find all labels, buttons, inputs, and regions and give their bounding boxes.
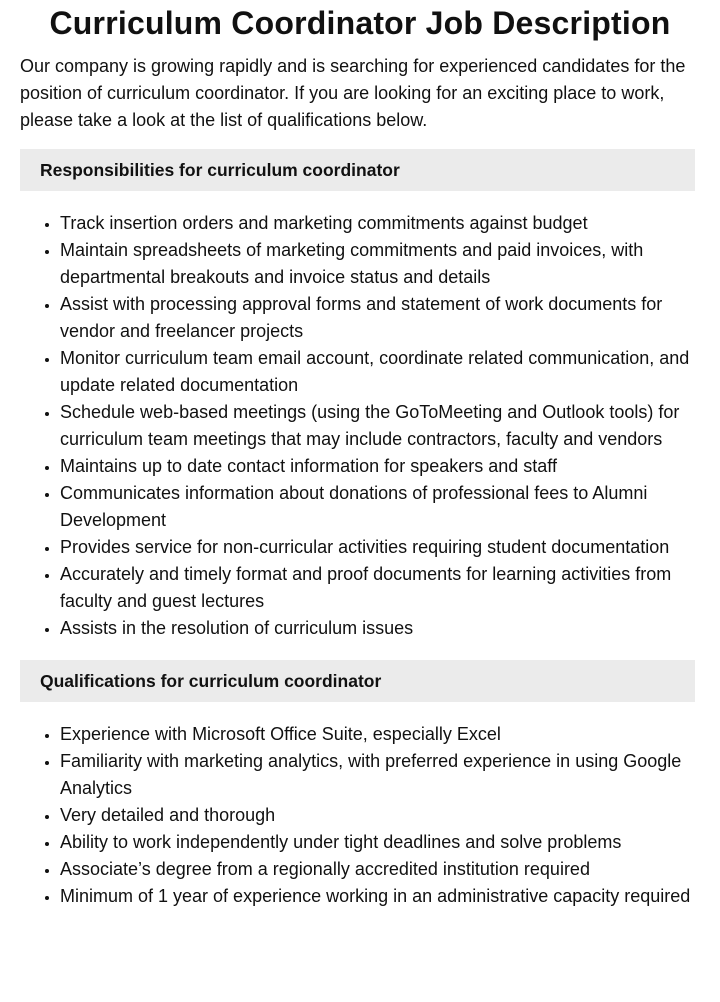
qualifications-heading: Qualifications for curriculum coordinator (20, 660, 695, 702)
responsibilities-list (0, 210, 700, 642)
intro-paragraph: Our company is growing rapidly and is searching for experienced candidates for the position of curriculum coordinator. If you are looking for an exciting place to work, please take a look at the list of qualifications below. (20, 56, 686, 130)
list-item: • Very detailed and thorough (60, 802, 700, 829)
list-item: • Familiarity with marketing analytics, with preferred experience in using Google Analytics (60, 748, 700, 802)
list-item: • Ability to work independently under tight deadlines and solve problems (60, 829, 700, 856)
list-item: • Provides service for non-curricular activities requiring student documentation (60, 534, 700, 561)
list-item: • Experience with Microsoft Office Suite, especially Excel (60, 721, 700, 748)
list-item: • Track insertion orders and marketing commitments against budget (60, 210, 700, 237)
list-item: • Assist with processing approval forms and statement of work documents for vendor and freelancer projects (60, 291, 700, 345)
list-item: • Associate’s degree from a regionally accredited institution required (60, 856, 700, 883)
list-item: • Monitor curriculum team email account, coordinate related communication, and update related documentation (60, 345, 700, 399)
list-item: • Communicates information about donations of professional fees to Alumni Development (60, 480, 700, 534)
list-item: • Maintains up to date contact information for speakers and staff (60, 453, 700, 480)
responsibilities-heading: Responsibilities for curriculum coordinator (20, 149, 695, 191)
list-item: • Maintain spreadsheets of marketing commitments and paid invoices, with departmental breakouts and invoice status and details (60, 237, 700, 291)
list-item: • Accurately and timely format and proof documents for learning activities from faculty and guest lectures (60, 561, 700, 615)
list-item: • Assists in the resolution of curriculum issues (60, 615, 700, 642)
list-item: • Minimum of 1 year of experience working in an administrative capacity required (60, 883, 700, 910)
list-item: • Schedule web-based meetings (using the GoToMeeting and Outlook tools) for curriculum team meetings that may include contractors, faculty and vendors (60, 399, 700, 453)
qualifications-list (0, 721, 700, 910)
page-title: Curriculum Coordinator Job Description (49, 5, 671, 41)
